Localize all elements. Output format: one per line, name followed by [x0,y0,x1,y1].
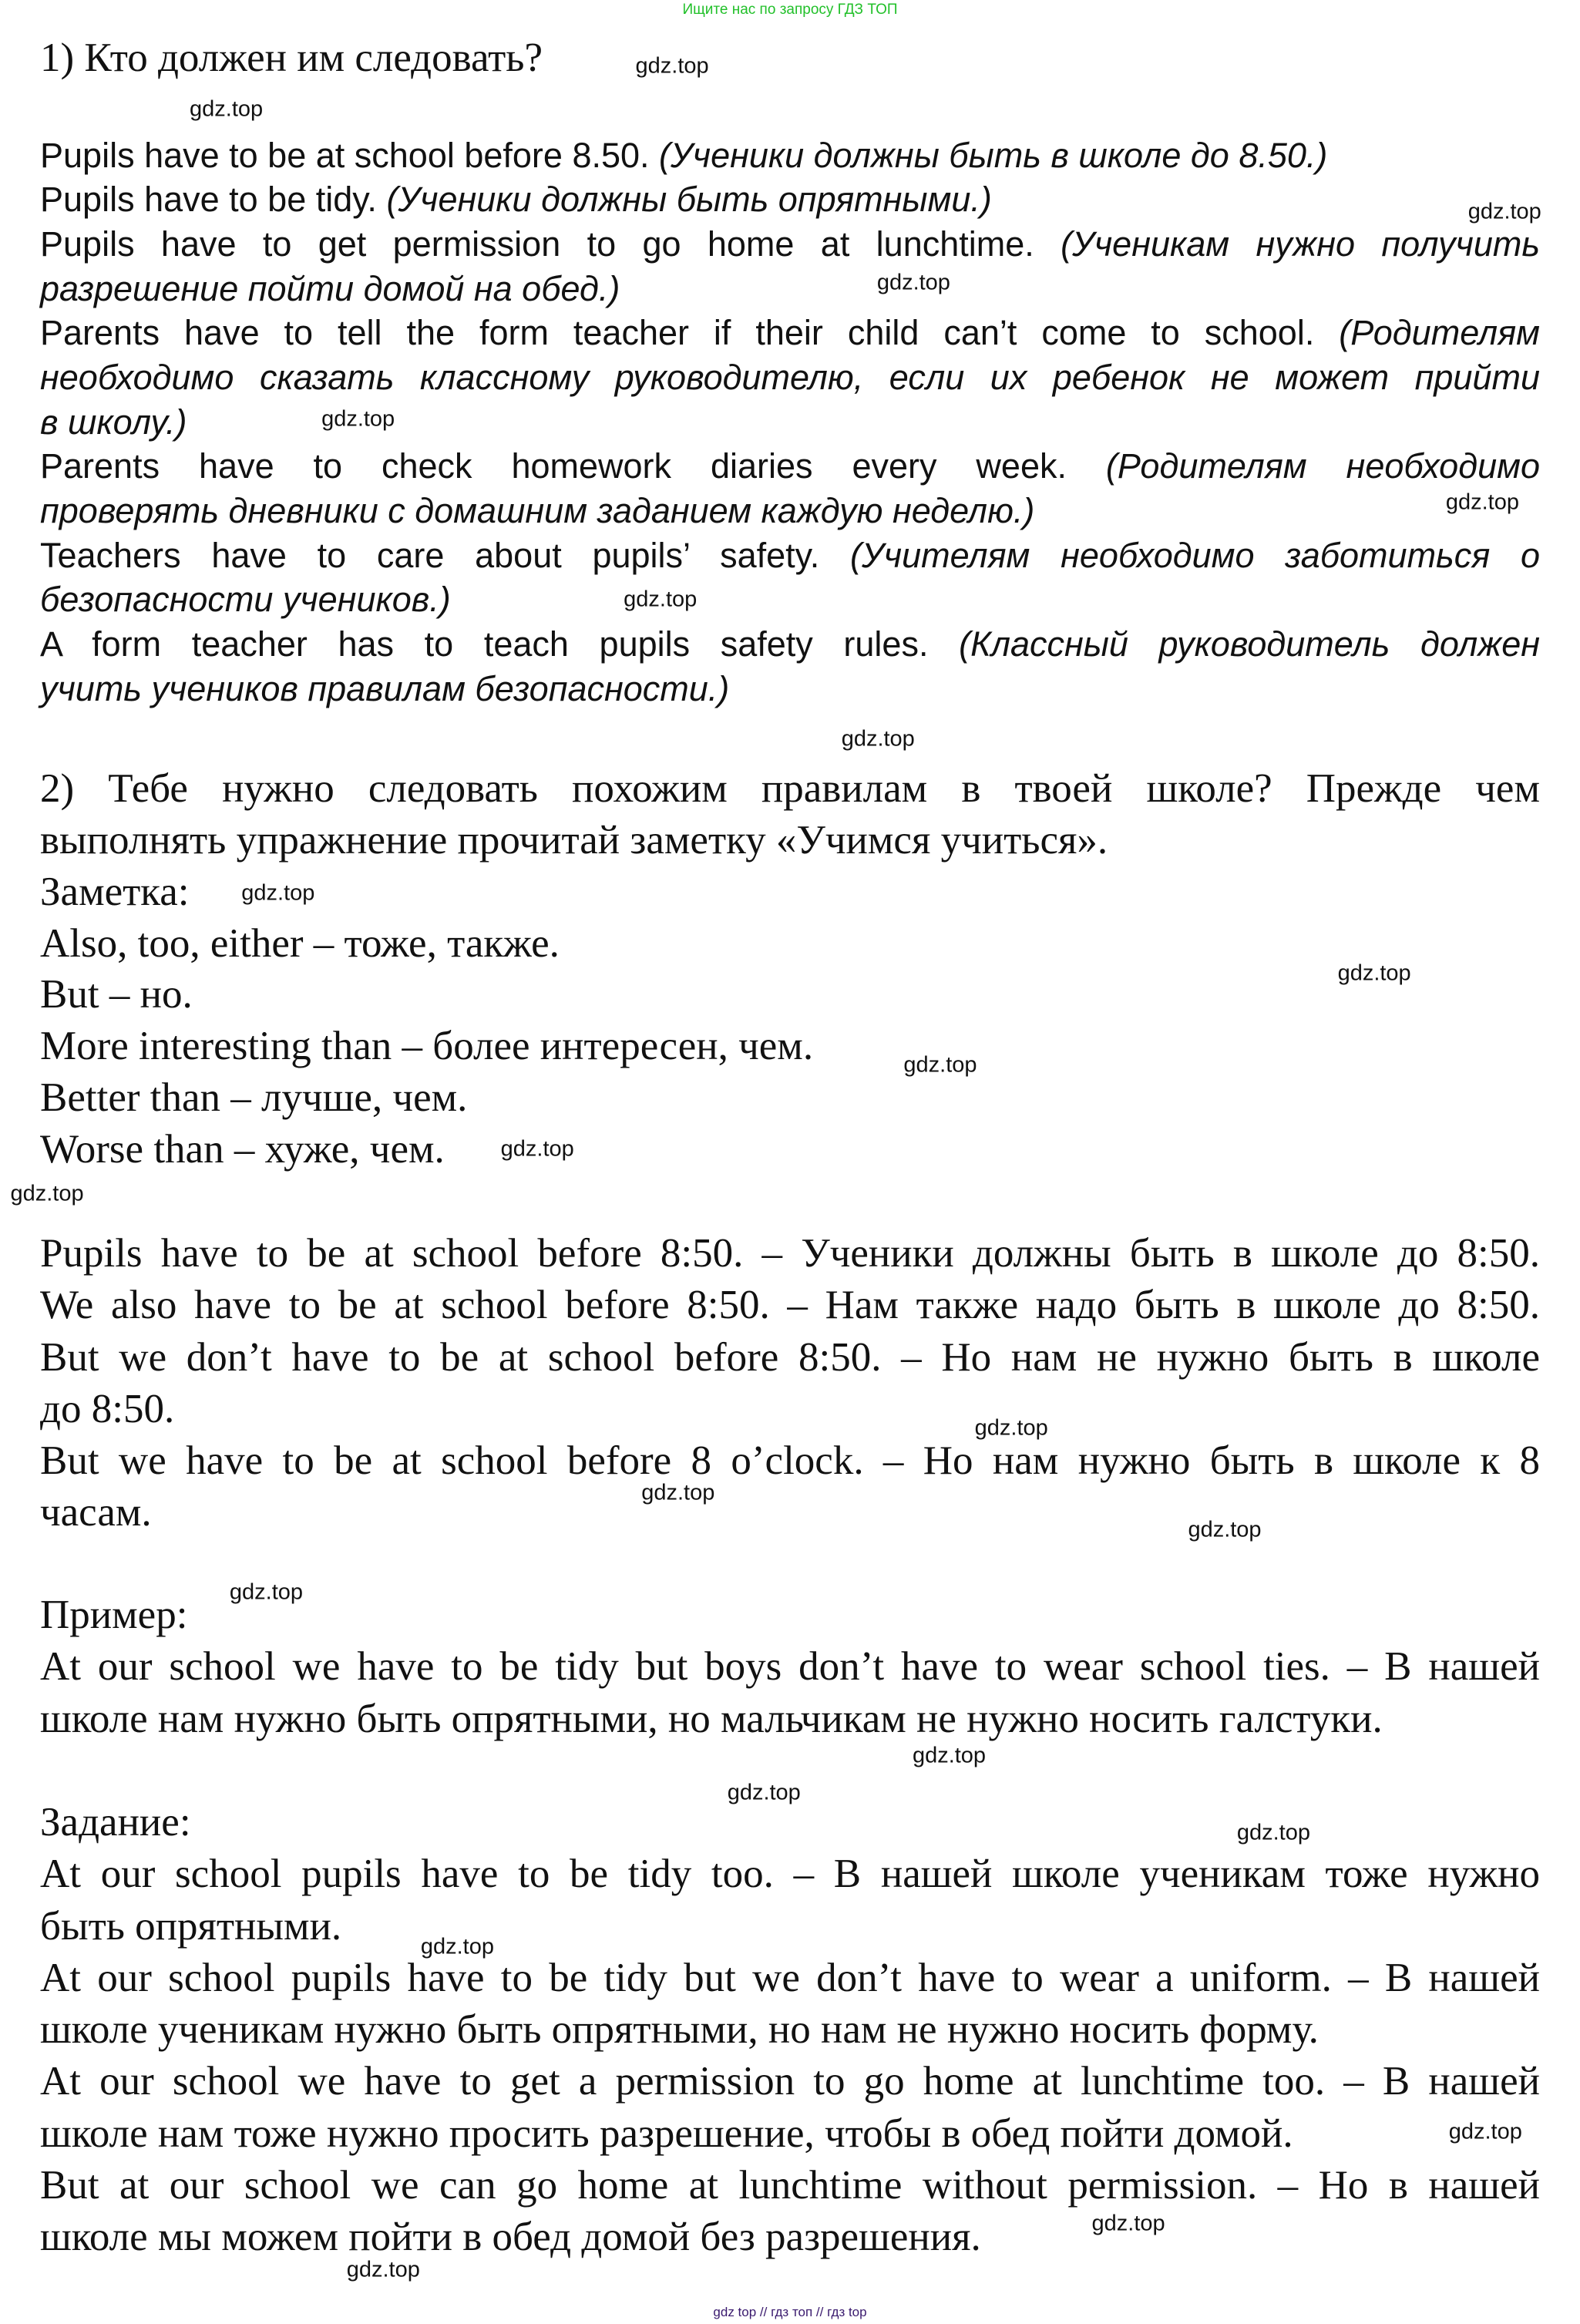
rule-translation: (Родителям необходимо [1105,446,1540,486]
footer-banner: gdz top // гдз топ // гдз top [713,2305,867,2319]
watermark: gdz.top [903,1052,977,1078]
watermark: gdz.top [241,880,315,906]
watermark: gdz.top [346,2257,420,2282]
watermark: gdz.top [641,1480,715,1505]
heading-1: 1) Кто должен им следовать? [40,35,543,80]
answer-line: 2) Тебе нужно следовать похожим правилам в твоей школе? Прежде чем [40,765,1540,811]
watermark: gdz.top [974,1415,1048,1441]
answer-line: We also have to be at school before 8:50. – Нам также надо быть в школе до 8:50. [40,1283,1540,1328]
rule-line [40,669,1540,709]
answer-line: Пример: [40,1592,188,1637]
rule-line [40,358,1540,398]
watermark: gdz.top [1188,1517,1262,1542]
answer-line: школе ученикам нужно быть опрятными, но нам не нужно носить форму. [40,2007,1319,2053]
watermark: gdz.top [321,406,395,432]
rule-translation: учить учеников правилам безопасности.) [40,668,730,708]
answer-line: But at our school we can go home at lunchtime without permission. – Но в нашей [40,2162,1540,2208]
rule-translation: необходимо сказать классному руководителю, если их ребенок не может прийти [40,358,1540,398]
rule-translation: (Классный руководитель должен [959,624,1540,664]
answer-line: школе мы можем пойти в обед домой без разрешения. [40,2215,981,2260]
rule-translation: (Ученики должны быть в школе до 8.50.) [659,135,1328,175]
rule-line [40,180,1540,220]
answer-line: Worse than – хуже, чем. [40,1127,445,1172]
rule-line [40,491,1540,531]
watermark: gdz.top [10,1181,84,1206]
watermark: gdz.top [1445,489,1519,515]
answer-line: At our school we have to get a permission to go home at lunchtime too. – В нашей [40,2059,1540,2104]
answer-line: Also, too, either – тоже, также. [40,921,560,967]
watermark: gdz.top [1467,199,1541,224]
rule-english: Pupils have to be tidy. [40,180,387,220]
rule-line [40,313,1540,353]
rule-translation: (Учителям необходимо заботиться о [850,535,1541,575]
watermark: gdz.top [1091,2211,1165,2236]
answer-line: But we have to be at school before 8 o’clock. – Но нам нужно быть в школе к 8 [40,1438,1540,1484]
answer-line: But we don’t have to be at school before 8:50. – Но нам не нужно быть в школе [40,1334,1540,1380]
watermark: gdz.top [635,53,709,79]
watermark: gdz.top [1337,960,1411,986]
answer-line: выполнять упражнение прочитай заметку «Учимся учиться». [40,817,1108,863]
rule-line [40,580,1540,620]
answer-line: At our school we have to be tidy but boys don’t have to wear school ties. – В нашей [40,1644,1540,1690]
rule-line [40,536,1540,576]
rule-line [40,224,1540,264]
rule-english: Parents have to tell the form teacher if their child can’t come to school. [40,313,1340,353]
rule-english: Parents have to check homework diaries every week. [40,446,1106,486]
watermark: gdz.top [841,726,915,752]
rule-translation: (Родителям [1339,313,1540,353]
rule-line [40,446,1540,486]
rule-english: Pupils have to get permission to go home at lunchtime. [40,224,1061,264]
rule-english: Teachers have to care about pupils’ safety. [40,535,851,575]
answer-line: Pupils have to be at school before 8:50. – Ученики должны быть в школе до 8:50. [40,1231,1540,1276]
watermark: gdz.top [727,1780,801,1805]
watermark: gdz.top [500,1136,574,1162]
watermark: gdz.top [1236,1820,1310,1845]
watermark: gdz.top [876,270,950,295]
answer-line: быть опрятными. [40,1903,342,1949]
answer-line: Задание: [40,1800,191,1845]
rule-translation: безопасности учеников.) [40,580,451,620]
watermark: gdz.top [624,587,698,612]
rule-translation: в школу.) [40,402,187,442]
rule-translation: разрешение пойти домой на обед.) [40,268,620,308]
rule-english: Pupils have to be at school before 8.50. [40,135,660,175]
rule-line [40,402,1540,442]
rule-translation: (Ученики должны быть опрятными.) [386,180,992,220]
answer-line: At our school pupils have to be tidy too. – В нашей школе ученикам тоже нужно [40,1851,1540,1897]
watermark: gdz.top [1448,2119,1522,2144]
watermark: gdz.top [229,1579,304,1605]
answer-line: школе нам нужно быть опрятными, но мальчикам не нужно носить галстуки. [40,1696,1383,1741]
answer-line: Заметка: [40,869,190,915]
answer-line: школе нам тоже нужно просить разрешение, чтобы в обед пойти домой. [40,2110,1293,2156]
watermark: gdz.top [190,96,264,122]
answer-line: But – но. [40,971,193,1017]
watermark: gdz.top [420,1934,494,1959]
rule-translation: проверять дневники с домашним заданием каждую неделю.) [40,491,1035,531]
rule-line [40,624,1540,664]
answer-line: More interesting than – более интересен, чем. [40,1023,814,1068]
watermark: gdz.top [912,1743,987,1768]
rule-english: A form teacher has to teach pupils safety rules. [40,624,960,664]
answer-line: до 8:50. [40,1386,175,1431]
answer-line: Better than – лучше, чем. [40,1075,468,1121]
answer-line: At our school pupils have to be tidy but we don’t have to wear a uniform. – В нашей [40,1955,1540,2000]
header-banner: Ищите нас по запросу ГДЗ ТОП [682,2,898,18]
rule-line [40,269,1540,309]
rule-translation: (Ученикам нужно получить [1061,224,1540,264]
answer-line: часам. [40,1490,152,1535]
rule-line [40,136,1540,176]
